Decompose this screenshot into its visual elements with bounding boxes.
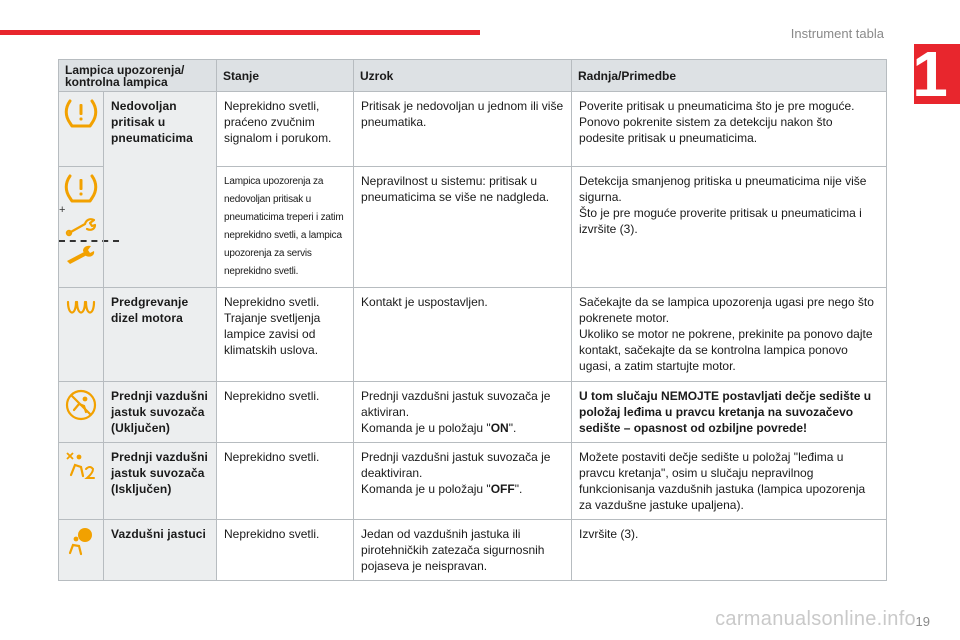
table-row [59, 520, 887, 581]
lamp-name-cell: Prednji vazdušni jastuk suvozača (Uključen) [104, 382, 217, 443]
airbag-on-icon [64, 388, 98, 422]
lamp-icon-cell [59, 167, 104, 288]
lamp-name-cell: Prednji vazdušni jastuk suvozača (Isključen) [104, 443, 217, 520]
command-value: OFF [490, 482, 515, 496]
state-cell: Neprekidno svetli. [217, 443, 354, 520]
cause-prefix: Komanda je u položaju " [361, 421, 491, 435]
column-header-state: Stanje [217, 60, 354, 92]
service-wrench-icon [64, 245, 98, 265]
cause-cell [354, 443, 572, 520]
table-header-row [59, 60, 887, 92]
action-cell: Možete postaviti dečje sedište u položaj "leđima u pravcu kretanja", osim u slučaju nepravilnog funkcionisanja vazdušnih jastuka (lampica upozorenja za vazdušne jastuke upaljena). [572, 443, 887, 520]
command-value: ON [490, 421, 509, 435]
state-cell: Lampica upozorenja za nedovoljan pritisak u pneumaticima treperi i zatim neprekidno svetli, a lampica upozorenja za servis neprekidno svetli. [217, 167, 354, 288]
column-header-action: Radnja/Primedbe [572, 60, 887, 92]
warning-lamp-table [58, 59, 887, 581]
lamp-icon-cell [59, 92, 104, 167]
chapter-number: 1 [912, 38, 948, 110]
plus-sign: + [59, 204, 66, 216]
glow-plug-icon [64, 298, 98, 318]
column-header-lamp: Lampica upozorenja/ kontrolna lampica [59, 60, 217, 92]
action-cell [572, 167, 887, 288]
cause-cell: Nepravilnost u sistemu: pritisak u pneumaticima se više ne nadgleda. [354, 167, 572, 288]
watermark: carmanualsonline.info [715, 608, 916, 630]
action-line: Detekcija smanjenog pritiska u pneumaticima nije više sigurna. [579, 174, 867, 204]
cause-suffix: ". [508, 421, 517, 435]
cause-line [361, 420, 564, 436]
page-number: 19 [915, 614, 930, 629]
cause-cell: Pritisak je nedovoljan u jednom ili više pneumatika. [354, 92, 572, 167]
state-cell: Neprekidno svetli, praćeno zvučnim signalom i porukom. [217, 92, 354, 167]
lamp-icon-cell [59, 288, 104, 382]
lamp-name-cell: Predgrevanje dizel motora [104, 288, 217, 382]
state-cell: Neprekidno svetli. [217, 382, 354, 443]
airbag-off-icon [64, 449, 98, 483]
action-line: Ukoliko se motor ne pokrene, prekinite pa ponovo dajte kontakt, sačekajte da se kontrolna lampica ponovo ugasi, a zatim startujte motor. [579, 327, 873, 373]
table-row [59, 443, 887, 520]
cause-cell [354, 382, 572, 443]
cause-line [361, 481, 564, 497]
cause-prefix: Komanda je u položaju " [361, 482, 491, 496]
state-cell: Neprekidno svetli. Trajanje svetljenja lampice zavisi od klimatskih uslova. [217, 288, 354, 382]
column-header-cause: Uzrok [354, 60, 572, 92]
action-cell: U tom slučaju NEMOJTE postavljati dečje sedište u položaj leđima u pravcu kretanja na suvozačevo sedište – opasnost od ozbiljne povrede! [572, 382, 887, 443]
cause-cell: Jedan od vazdušnih jastuka ili pirotehničkih zatezača sigurnosnih pojaseva je neispravan. [354, 520, 572, 581]
cause-line: Prednji vazdušni jastuk suvozača je deaktiviran. [361, 450, 551, 480]
wrench-icon [64, 217, 98, 237]
table-row [59, 92, 887, 167]
section-title: Instrument tabla [790, 26, 884, 41]
accent-bar [0, 30, 480, 35]
table-row [59, 382, 887, 443]
cause-line: Prednji vazdušni jastuk suvozača je aktiviran. [361, 389, 551, 419]
lamp-icon-cell [59, 443, 104, 520]
lamp-icon-cell [59, 520, 104, 581]
table-row [59, 288, 887, 382]
action-cell [572, 288, 887, 382]
tire-pressure-icon [64, 98, 98, 128]
lamp-icon-cell [59, 382, 104, 443]
tire-pressure-icon [64, 173, 98, 203]
cause-cell: Kontakt je uspostavljen. [354, 288, 572, 382]
dashed-divider [59, 240, 119, 242]
state-cell: Neprekidno svetli. [217, 520, 354, 581]
action-cell: Izvršite (3). [572, 520, 887, 581]
lamp-name-cell: Vazdušni jastuci [104, 520, 217, 581]
action-line: Što je pre moguće proverite pritisak u pneumaticima i izvršite (3). [579, 206, 862, 236]
action-line: Sačekajte da se lampica upozorenja ugasi pre nego što pokrenete motor. [579, 295, 874, 325]
airbag-icon [64, 526, 98, 556]
action-cell: Poverite pritisak u pneumaticima što je pre moguće. Ponovo pokrenite sistem za detekciju nakon što podesite pritisak u pneumaticima. [572, 92, 887, 167]
cause-suffix: ". [514, 482, 523, 496]
lamp-name-cell: Nedovoljan pritisak u pneumaticima [104, 92, 217, 288]
chapter-tab [900, 38, 960, 110]
